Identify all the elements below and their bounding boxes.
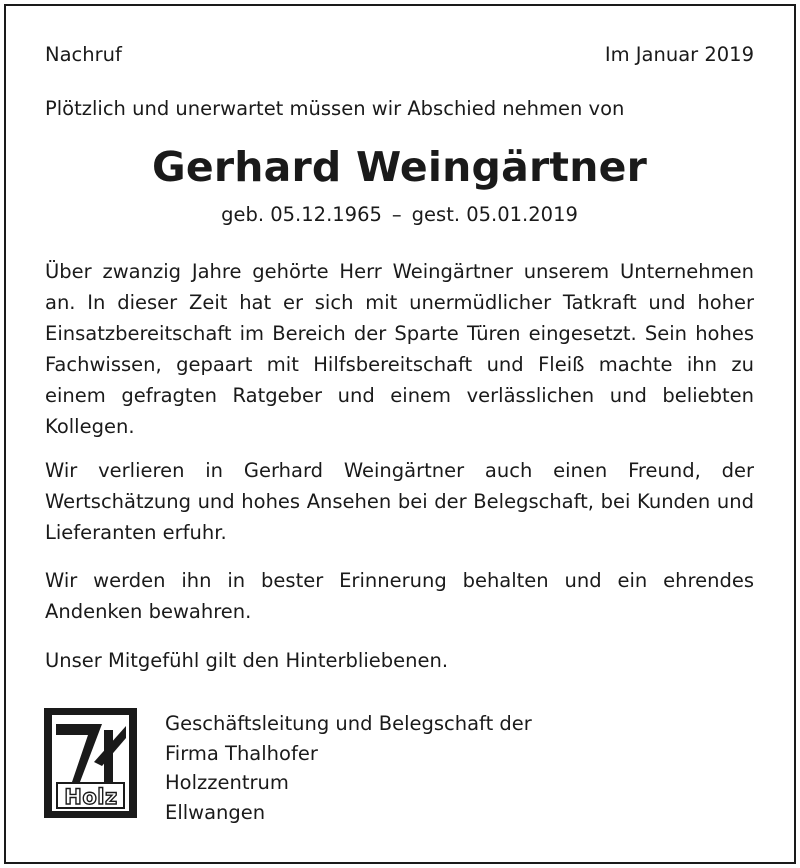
thalhofer-holz-logo-icon: [44, 708, 137, 818]
notice-label: Nachruf: [45, 43, 122, 66]
paragraph-tribute: Über zwanzig Jahre gehörte Herr Weingärtner unserem Unternehmen an. In dieser Zeit hat er sich mit unermüdlicher Tatkraft und hoher Einsatzbereitschaft im Bereich der Sparte Türen eingesetzt. Sein hohes Fachwissen, gepaart mit Hilfsbereitschaft und Fleiß machte ihn zu einem gefragten Ratgeber und einem verlässlichen und beliebten Kollegen.: [45, 260, 754, 438]
logo-text: Holz: [64, 785, 118, 809]
deceased-name: Gerhard Weingärtner: [151, 143, 648, 191]
intro-text: Plötzlich und unerwartet müssen wir Abschied nehmen von: [45, 97, 625, 120]
signature-block: [165, 709, 532, 827]
signature-line: Geschäftsleitung und Belegschaft der: [165, 712, 532, 735]
date-separator: –: [391, 203, 402, 226]
notice-date: Im Januar 2019: [604, 43, 754, 66]
life-dates: [45, 203, 754, 226]
paragraph-memory: Wir werden ihn in bester Erinnerung behalten und ein ehrendes Andenken bewahren.: [45, 569, 754, 623]
paragraph-friend: Wir verlieren in Gerhard Weingärtner auch einen Freund, der Wertschätzung und hohes Ansehen bei der Belegschaft, bei Kunden und Lieferanten erfuhr.: [45, 459, 754, 544]
birth-date: geb. 05.12.1965: [221, 203, 382, 226]
paragraph-condolence: Unser Mitgefühl gilt den Hinterbliebenen.: [45, 649, 449, 672]
death-date: gest. 05.01.2019: [411, 203, 578, 226]
signature-line: Ellwangen: [165, 800, 266, 824]
signature-line: Firma Thalhofer: [165, 741, 318, 765]
header-row: [45, 43, 754, 71]
signature-line: Holzzentrum: [165, 771, 289, 794]
